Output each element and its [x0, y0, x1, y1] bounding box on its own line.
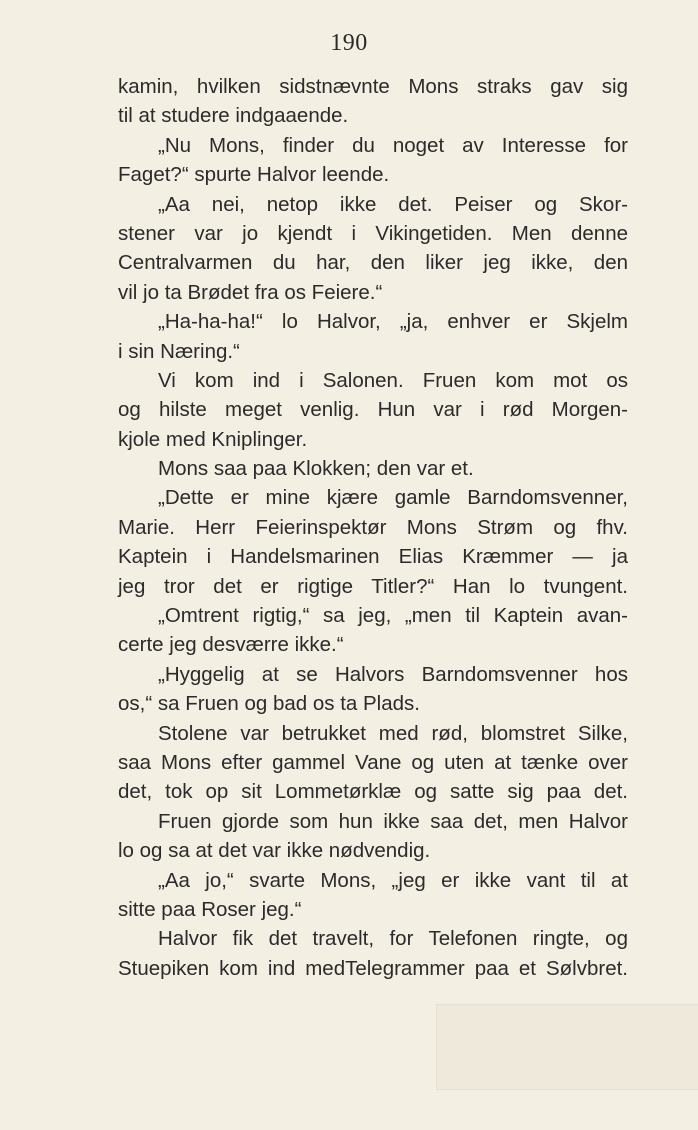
text-line: Stuepiken kom ind medTelegrammer paa et Sølvbret. [118, 956, 628, 980]
text-line: stener var jo kjendt i Vikingetiden. Men denne [118, 221, 628, 245]
text-line: „Hyggelig at se Halvors Barndomsvenner hos [158, 662, 628, 686]
text-line: Marie. Herr Feierinspektør Mons Strøm og fhv. [118, 515, 628, 539]
text-line: Centralvarmen du har, den liker jeg ikke, den [118, 251, 628, 275]
text-line: jeg tror det er rigtige Titler?“ Han lo tvungent. [118, 574, 628, 598]
text-line: lo og sa at det var ikke nødvendig. [118, 839, 431, 863]
body-text [118, 72, 628, 983]
text-line: „Aa jo,“ svarte Mons, „jeg er ikke vant til at [158, 868, 628, 892]
page-number: 190 [330, 30, 368, 56]
text-line: Stolene var betrukket med rød, blomstret Silke, [158, 721, 628, 745]
text-line: „Omtrent rigtig,“ sa jeg, „men til Kaptein avan- [158, 604, 628, 628]
text-line: Fruen gjorde som hun ikke saa det, men Halvor [158, 809, 628, 833]
text-line: Mons saa paa Klokken; den var et. [158, 457, 474, 481]
text-line: Faget?“ spurte Halvor leende. [118, 163, 390, 187]
text-line: det, tok op sit Lommetørklæ og satte sig paa det. [118, 780, 628, 804]
text-line: os,“ sa Fruen og bad os ta Plads. [118, 692, 420, 716]
text-line: certe jeg desværre ikke.“ [118, 633, 344, 657]
scan-shadow [436, 1004, 698, 1090]
text-line: saa Mons efter gammel Vane og uten at tænke over [118, 750, 628, 774]
text-line: sitte paa Roser jeg.“ [118, 897, 302, 921]
text-line: til at studere indgaaende. [118, 104, 349, 128]
text-line: „Ha-ha-ha!“ lo Halvor, „ja, enhver er Skjelm [158, 310, 628, 334]
text-line: Vi kom ind i Salonen. Fruen kom mot os [158, 368, 628, 392]
text-line: „Aa nei, netop ikke det. Peiser og Skor- [158, 192, 628, 216]
text-line: Halvor fik det travelt, for Telefonen ringte, og [158, 927, 628, 951]
text-line: i sin Næring.“ [118, 339, 240, 363]
text-line: kamin, hvilken sidstnævnte Mons straks gav sig [118, 75, 628, 98]
text-line: kjole med Kniplinger. [118, 427, 308, 451]
text-line: og hilste meget venlig. Hun var i rød Morgen- [118, 398, 628, 422]
text-line: vil jo ta Brødet fra os Feiere.“ [118, 280, 383, 304]
text-line: „Dette er mine kjære gamle Barndomsvenner, [158, 486, 628, 510]
text-line: Kaptein i Handelsmarinen Elias Kræmmer — ja [118, 545, 628, 569]
text-line: „Nu Mons, finder du noget av Interesse for [158, 133, 628, 157]
